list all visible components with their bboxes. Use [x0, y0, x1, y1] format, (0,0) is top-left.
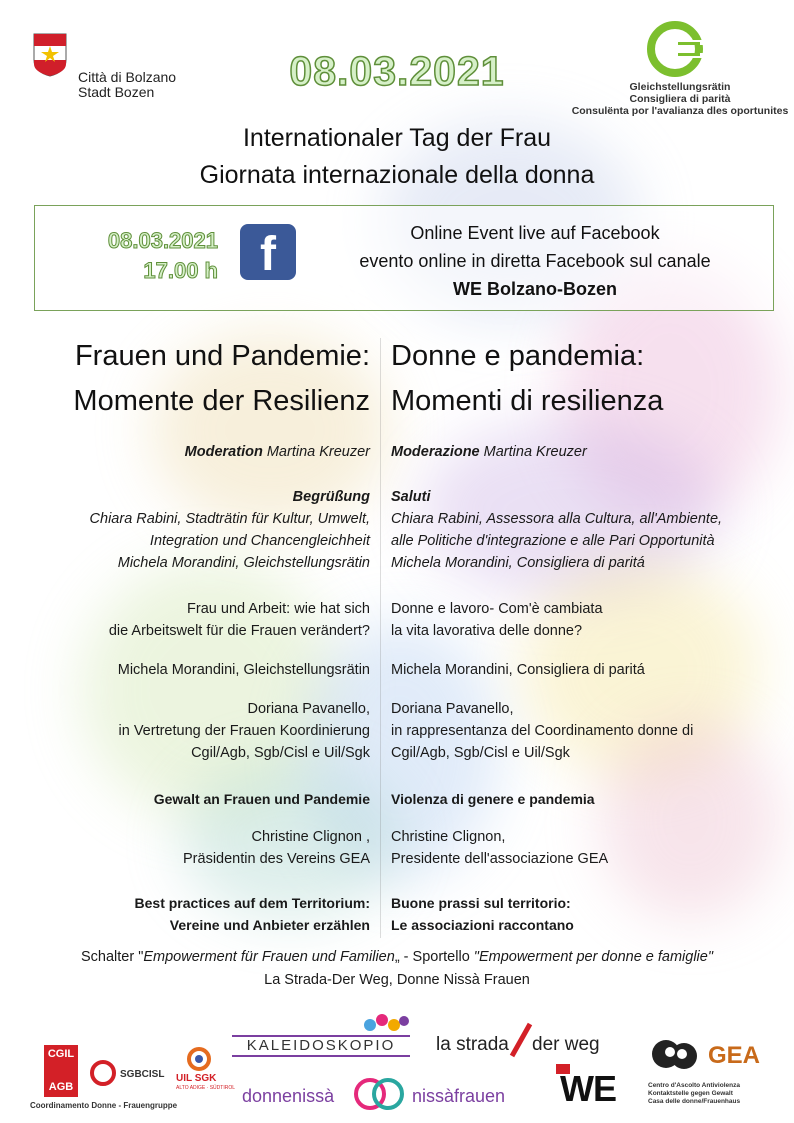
greeting-it-line: Chiara Rabini, Assessora alla Cultura, all'Ambiente, — [391, 511, 723, 527]
speaker-pavanello-it-line: in rappresentanza del Coordinamento donne di — [391, 723, 694, 739]
best-practices-it — [391, 892, 786, 936]
gea-text: GEA — [708, 1042, 761, 1069]
header-date: 08.03.2021 — [289, 48, 505, 94]
event-time: 17.00 h — [143, 258, 218, 283]
kaleidoskopio-logo-icon — [360, 1013, 410, 1035]
best-practices-de-line: Vereine und Anbieter erzählen — [169, 917, 370, 933]
greeting-it-line: alle Politiche d'integrazione e alle Pari Opportunità — [391, 533, 715, 549]
schalter-name-de: Empowerment für Frauen und Familien — [143, 949, 395, 965]
organizers-line: La Strada-Der Weg, Donne Nissà Frauen — [264, 972, 530, 988]
work-topic-de-line: Frau und Arbeit: wie hat sich — [187, 601, 370, 617]
title-de: Internationaler Tag der Frau — [242, 124, 552, 152]
heading-it-line-1: Donne e pandemia: — [391, 340, 645, 372]
equality-it: Consigliera di parità — [629, 93, 731, 105]
cgil-logo — [44, 1045, 78, 1097]
gea-logo-icon — [648, 1036, 704, 1080]
nissafrauen-text: nissàfrauen — [412, 1086, 506, 1106]
greeting-it-title: Saluti — [391, 489, 431, 505]
speaker-pavanello-de-line: Cgil/Agb, Sgb/Cisl e Uil/Sgk — [191, 745, 370, 761]
city-name-de: Stadt Bozen — [78, 84, 155, 100]
gea-subtext-line: Kontaktstelle gegen Gewalt — [648, 1090, 733, 1097]
best-practices-de — [10, 892, 370, 936]
nissa-logo-icon — [350, 1074, 410, 1114]
moderator-de: Martina Kreuzer — [266, 444, 370, 460]
event-date: 08.03.2021 — [107, 228, 218, 253]
greeting-it-line: Michela Morandini, Consigliera di paritá — [391, 555, 645, 571]
speaker-clignon-de — [10, 826, 370, 870]
greeting-de-line: Integration und Chancengleichheit — [149, 533, 370, 549]
speaker-clignon-de-line: Christine Clignon , — [251, 829, 370, 845]
speaker-pavanello-it-line: Cgil/Agb, Sgb/Cisl e Uil/Sgk — [391, 745, 570, 761]
work-topic-de-line: die Arbeitswelt für die Frauen verändert? — [108, 623, 370, 639]
schalter-text: Schalter " — [80, 949, 144, 965]
title-it: Giornata internazionale della donna — [199, 161, 595, 189]
speaker-clignon-it-line: Presidente dell'associazione GEA — [391, 851, 609, 867]
donnenissa-text: donnenissà — [242, 1086, 335, 1106]
empowerment-desk — [0, 946, 794, 992]
violence-topic-it: Violenza di genere e pandemia — [391, 791, 595, 807]
greeting-de-line: Michela Morandini, Gleichstellungsrätin — [117, 555, 370, 571]
greeting-de-title: Begrüßung — [292, 489, 370, 505]
greeting-de-speakers — [10, 508, 370, 574]
speaker-morandini-de: Michela Morandini, Gleichstellungsrätin — [117, 662, 370, 678]
lastrada-text-a: la strada — [436, 1034, 509, 1055]
violence-topic-de: Gewalt an Frauen und Pandemie — [153, 791, 370, 807]
city-name-it: Città di Bolzano — [78, 69, 177, 85]
speaker-pavanello-it-line: Doriana Pavanello, — [391, 701, 514, 717]
heading-it — [391, 334, 791, 424]
heading-de-line-1: Frauen und Pandemie: — [74, 340, 370, 372]
we-text: WE — [560, 1068, 616, 1109]
speaker-clignon-it-line: Christine Clignon, — [391, 829, 506, 845]
greeting-it-speakers — [391, 508, 786, 574]
heading-de-line-2: Momente der Resilienz — [73, 385, 370, 417]
heading-it-line-2: Momenti di resilienza — [391, 385, 664, 417]
work-topic-it-line: la vita lavorativa delle donne? — [391, 623, 583, 639]
cgil-text: CGIL — [47, 1048, 75, 1060]
event-channel: WE Bolzano-Bozen — [453, 279, 617, 299]
best-practices-it-line: Le associazioni raccontano — [391, 917, 574, 933]
uil-logo-icon — [182, 1046, 216, 1072]
gea-subtext — [648, 1082, 758, 1106]
event-datetime — [40, 226, 218, 286]
sgb-cisl-text: SGBCISL — [120, 1069, 165, 1080]
moderation-de — [10, 441, 370, 463]
lastrada-text-b: der weg — [532, 1034, 600, 1055]
sgb-cisl-logo-icon — [88, 1058, 118, 1088]
empowerment-desk-line — [0, 946, 794, 969]
uil-text: UIL SGK — [176, 1073, 217, 1084]
event-line-1: Online Event live auf Facebook — [410, 223, 660, 243]
moderator-it: Martina Kreuzer — [483, 444, 587, 460]
gea-subtext-line: Casa delle donne/Frauenhaus — [648, 1098, 741, 1105]
sportello-name-it: "Empowerment per donne e famiglie" — [473, 949, 713, 965]
speaker-clignon-it — [391, 826, 786, 870]
kaleidoskopio-text: KALEIDOSKOPIO — [232, 1035, 410, 1057]
equality-de: Gleichstellungsrätin — [629, 81, 731, 93]
speaker-pavanello-de-line: in Vertretung der Frauen Koordinierung — [118, 723, 370, 739]
work-topic-de — [10, 598, 370, 642]
greeting-de-line: Chiara Rabini, Stadträtin für Kultur, Umwelt, — [89, 511, 370, 527]
equality-office-text — [570, 81, 790, 117]
equality-lad: Consulënta por l'avalianza dles oportunites — [571, 105, 789, 117]
equality-logo-icon — [646, 20, 704, 78]
coordinamento-text: Coordinamento Donne - Frauengruppe — [30, 1101, 178, 1110]
moderation-de-label: Moderation — [184, 444, 263, 460]
speaker-pavanello-it — [391, 698, 786, 764]
work-topic-it-line: Donne e lavoro- Com'è cambiata — [391, 601, 603, 617]
facebook-icon[interactable]: f — [240, 224, 296, 280]
agb-text: AGB — [48, 1081, 74, 1093]
best-practices-de-line: Best practices auf dem Territorium: — [134, 895, 370, 911]
moderation-it — [391, 441, 786, 463]
column-divider — [380, 338, 381, 938]
speaker-clignon-de-line: Präsidentin des Vereins GEA — [183, 851, 370, 867]
gea-subtext-line: Centro d'Ascolto Antiviolenza — [648, 1082, 740, 1089]
speaker-morandini-it: Michela Morandini, Consigliera di paritá — [391, 662, 645, 678]
work-topic-it — [391, 598, 786, 642]
best-practices-it-line: Buone prassi sul territorio: — [391, 895, 571, 911]
uil-subtext: ALTO ADIGE · SÜDTIROL — [176, 1085, 235, 1091]
sportello-text: „ - Sportello — [394, 949, 474, 965]
heading-de — [10, 334, 370, 424]
lastrada-mark-icon — [508, 1020, 534, 1060]
moderation-it-label: Moderazione — [391, 444, 480, 460]
speaker-pavanello-de-line: Doriana Pavanello, — [247, 701, 370, 717]
speaker-pavanello-de — [10, 698, 370, 764]
event-line-2: evento online in diretta Facebook sul canale — [359, 251, 711, 271]
event-description — [300, 219, 770, 303]
